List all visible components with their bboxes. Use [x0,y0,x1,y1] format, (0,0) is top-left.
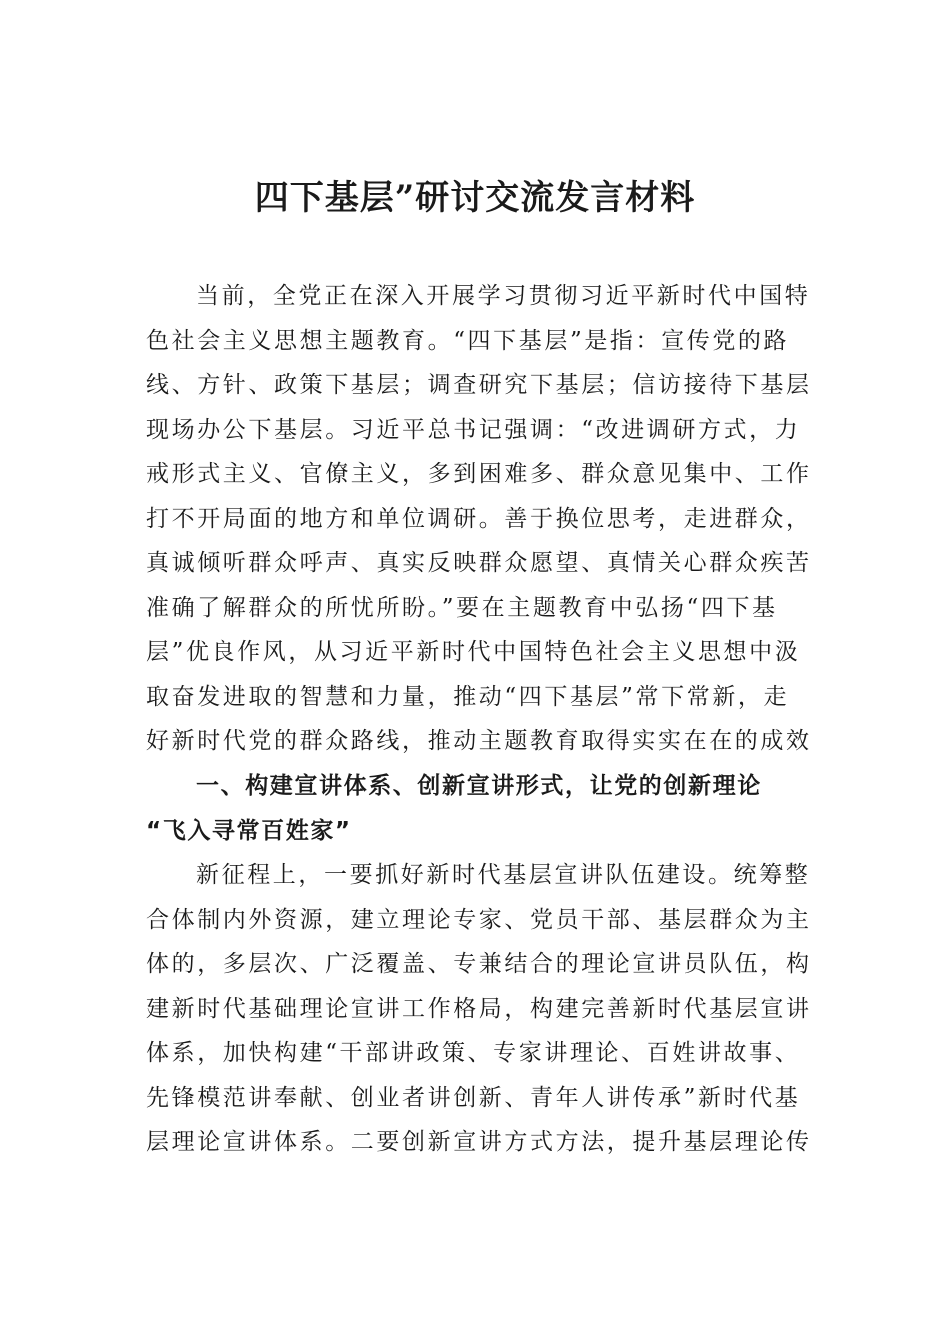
paragraph-2-line: 新征程上，一要抓好新时代基层宣讲队伍建设。统筹整 [196,862,811,888]
paragraph-1-line: 色社会主义思想主题教育。“四下基层”是指：宣传党的路 [146,327,790,354]
paragraph-1-line: 准确了解群众的所忧所盼。”要在主题教育中弘扬“四下基 [146,594,778,621]
paragraph-1-line: 打不开局面的地方和单位调研。善于换位思考，走进群众， [146,505,812,532]
paragraph-1-line: 当前，全党正在深入开展学习贯彻习近平新时代中国特 [196,283,811,309]
paragraph-1-line: 好新时代党的群众路线，推动主题教育取得实实在在的成效 [146,728,812,754]
paragraph-1-line: 取奋发进取的智慧和力量，推动“四下基层”常下常新，走 [146,683,790,710]
paragraph-1-line: 真诚倾听群众呼声、真实反映群众愿望、真情关心群众疾苦 [146,550,812,576]
paragraph-1-line: 现场办公下基层。习近平总书记强调：“改进调研方式，力 [146,416,801,443]
paragraph-2-line: 先锋模范讲奉献、创业者讲创新、青年人讲传承”新时代基 [146,1084,801,1111]
section-heading-line: 一、构建宣讲体系、创新宣讲形式，让党的创新理论 [196,773,762,799]
paragraph-1 [146,274,812,764]
paragraph-2-line: 层理论宣讲体系。二要创新宣讲方式方法，提升基层理论传 [146,1129,812,1155]
paragraph-2-line: 建新时代基础理论宣讲工作格局，构建完善新时代基层宣讲 [146,995,812,1022]
paragraph-2 [146,853,812,1165]
paragraph-1-line: 戒形式主义、官僚主义，多到困难多、群众意见集中、工作 [146,461,812,487]
section-heading-line: “飞入寻常百姓家” [146,817,352,844]
paragraph-2-line: 体的，多层次、广泛覆盖、专兼结合的理论宣讲员队伍，构 [146,951,812,977]
section-heading-1 [146,764,806,853]
document-title: 四下基层”研讨交流发言材料 [254,178,696,218]
paragraph-2-line: 合体制内外资源，建立理论专家、党员干部、基层群众为主 [146,906,812,933]
paragraph-1-line: 线、方针、政策下基层；调查研究下基层；信访接待下基层 [146,372,812,398]
paragraph-1-line: 层”优良作风，从习近平新时代中国特色社会主义思想中汲 [146,639,801,665]
paragraph-2-line: 体系，加快构建“干部讲政策、专家讲理论、百姓讲故事、 [146,1040,801,1066]
